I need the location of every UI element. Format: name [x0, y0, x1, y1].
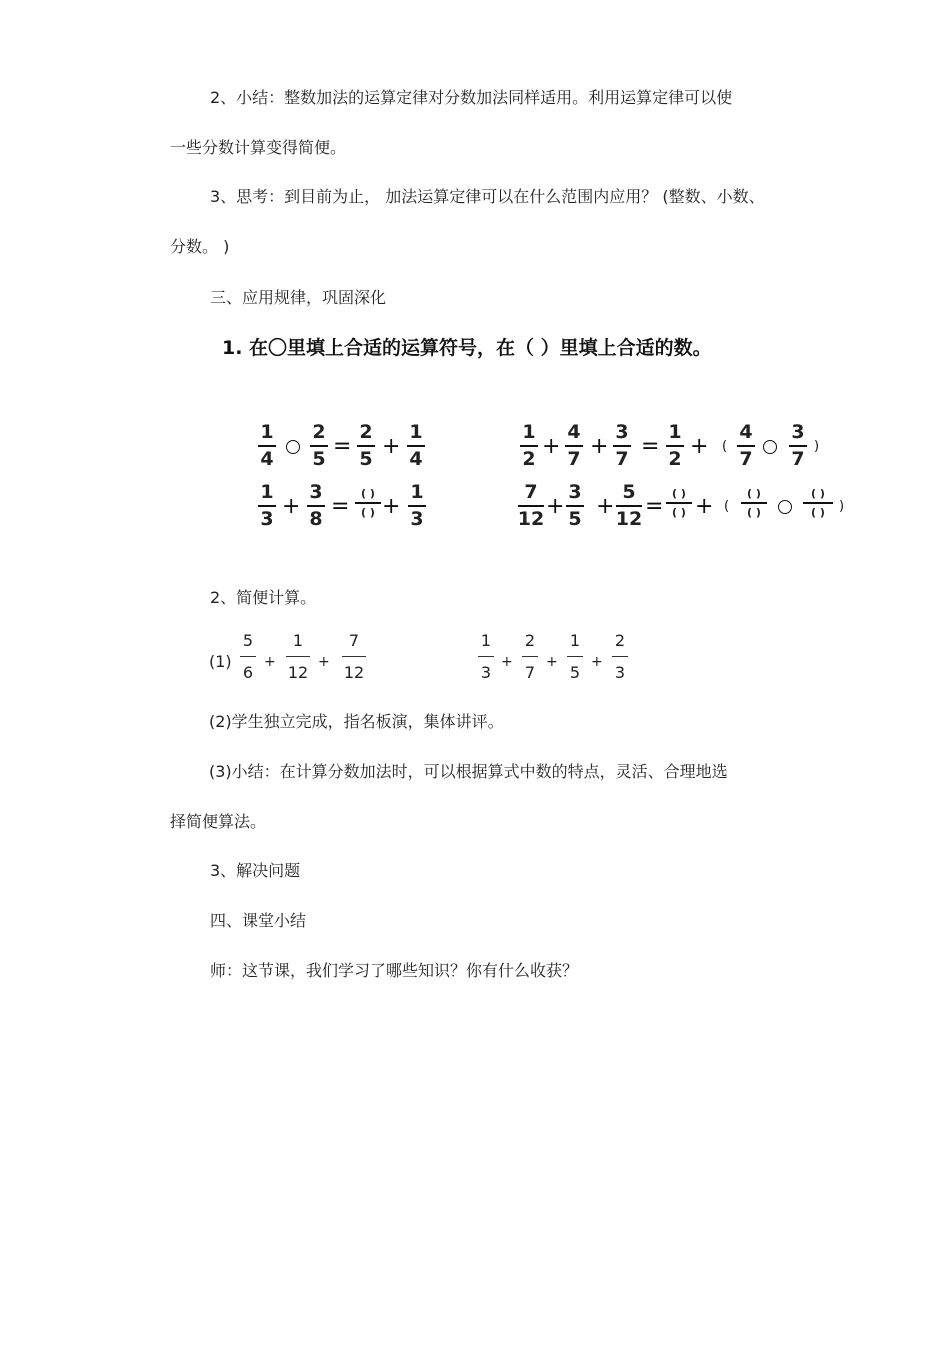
- plus-sign: +: [382, 434, 401, 459]
- blank-fraction: ( ) ( ): [803, 486, 833, 520]
- fraction: 1 12: [287, 631, 309, 682]
- fraction: 3 8: [307, 481, 325, 531]
- blank-fraction: ( ) ( ): [741, 486, 767, 520]
- plus-sign: +: [695, 494, 714, 519]
- fraction: 3 7: [789, 421, 807, 471]
- exercise-2-step-3-continued: 择简便算法。: [170, 812, 267, 831]
- fraction: 1 3: [408, 481, 426, 531]
- plus-sign: +: [591, 654, 603, 670]
- section-4-heading: 四、课堂小结: [210, 911, 307, 930]
- exercise-1-title: 1. 在〇里填上合适的运算符号，在（ ）里填上合适的数。: [222, 337, 712, 359]
- right-paren: ): [814, 439, 820, 454]
- equals-sign: =: [641, 434, 660, 459]
- plus-sign: +: [690, 434, 709, 459]
- summary-paragraph: 2、小结：整数加法的运算定律对分数加法同样适用。利用运算定律可以使: [210, 88, 733, 107]
- plus-sign: +: [501, 654, 513, 670]
- fraction: 4 7: [565, 421, 583, 471]
- fraction: 1 5: [567, 631, 583, 683]
- exercise-2-step-3: (3)小结：在计算分数加法时，可以根据算式中数的特点，灵活、合理地选: [209, 762, 728, 781]
- blank-circle: [286, 440, 300, 454]
- section-3-heading: 三、应用规律，巩固深化: [210, 288, 387, 307]
- item-3-heading: 3、解决问题: [210, 861, 301, 880]
- fraction: 5 6: [240, 631, 256, 683]
- fraction: 1 2: [520, 421, 538, 471]
- plus-sign: +: [264, 654, 276, 670]
- fraction: 1 4: [258, 421, 276, 471]
- think-paragraph-continued: 分数。 ): [170, 237, 230, 256]
- think-paragraph: 3、思考：到目前为止， 加法运算定律可以在什么范围内应用？ (整数、小数、: [210, 187, 765, 206]
- fraction: 1 3: [258, 481, 276, 531]
- plus-sign: +: [546, 654, 558, 670]
- plus-sign: +: [382, 494, 401, 519]
- fraction: 3 7: [613, 421, 631, 471]
- fraction: 2 5: [357, 421, 375, 471]
- plus-sign: +: [546, 494, 565, 519]
- plus-sign: +: [590, 434, 609, 459]
- equals-sign: =: [645, 494, 664, 519]
- plus-sign: +: [282, 494, 301, 519]
- fraction: 7 12: [343, 631, 365, 682]
- teacher-remark: 师：这节课，我们学习了哪些知识？你有什么收获？: [210, 961, 579, 980]
- fraction: 2 7: [522, 631, 538, 683]
- blank-circle: [778, 500, 792, 514]
- fraction: 4 7: [737, 421, 755, 471]
- fraction: 7 12: [517, 481, 545, 530]
- exercise-2-title: 2、简便计算。: [210, 588, 317, 607]
- equals-sign: =: [331, 494, 350, 519]
- fraction: 1 3: [478, 631, 494, 683]
- exercise-2-step-2: (2)学生独立完成，指名板演，集体讲评。: [209, 712, 504, 731]
- fraction: 2 5: [310, 421, 328, 471]
- fraction: 1 2: [666, 421, 684, 471]
- fraction: 1 4: [407, 421, 425, 471]
- left-paren: (: [722, 439, 728, 454]
- equals-sign: =: [333, 434, 352, 459]
- fraction: 5 12: [615, 481, 643, 530]
- blank-fraction: ( ) ( ): [666, 486, 692, 520]
- plus-sign: +: [596, 494, 615, 519]
- blank-fraction: ( ) ( ): [355, 486, 381, 520]
- fraction: 2 3: [612, 631, 628, 683]
- blank-circle: [763, 440, 777, 454]
- plus-sign: +: [542, 434, 561, 459]
- left-paren: (: [724, 499, 730, 514]
- fraction: 3 5: [566, 481, 584, 531]
- item-label: (1): [209, 652, 232, 671]
- summary-paragraph-continued: 一些分数计算变得简便。: [170, 138, 347, 157]
- right-paren: ): [839, 499, 845, 514]
- plus-sign: +: [318, 654, 330, 670]
